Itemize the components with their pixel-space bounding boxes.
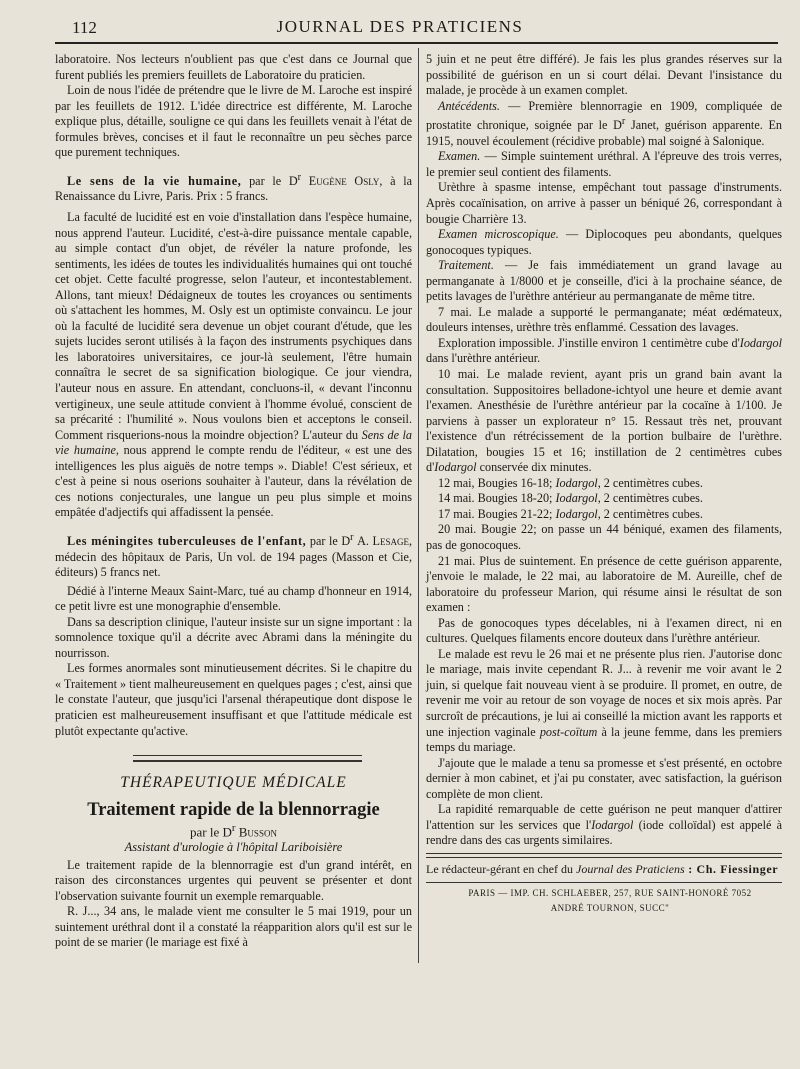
imprint-line-1: PARIS — IMP. CH. SCHLAEBER, 257, RUE SAINT-HONORÉ 7052 xyxy=(468,887,752,898)
review-osly-sup: r xyxy=(297,171,302,183)
article-title: Traitement rapide de la blennorragie xyxy=(87,799,380,820)
header-rule xyxy=(55,42,778,44)
examen-label: Examen. xyxy=(438,149,481,164)
antecedents-label: Antécédents. xyxy=(438,98,500,113)
conclusion-paragraph xyxy=(426,802,782,849)
mai14-drug: Iodargol xyxy=(555,491,598,506)
editor-name: : Ch. Fiessinger xyxy=(684,861,779,876)
mai26-text-end: à la jeune femme, dans les premiers temps du mariage. xyxy=(426,724,783,755)
mai14-paragraph xyxy=(426,491,782,507)
left-column xyxy=(55,52,412,951)
review-osly-heading xyxy=(55,170,412,205)
article-paragraph-1: Le traitement rapide de la blennorragie est d'un grand intérêt, en raison des circonstances urgentes qui peuvent se présenter et dont l'observation suivante fournit un exemple remarquable. xyxy=(55,857,412,903)
mai12-text: 12 mai, Bougies 16-18; xyxy=(438,475,556,490)
review-osly-title: Le sens de la vie humaine, xyxy=(67,173,242,188)
review-lesage-paragraph-1: Dédié à l'interne Meaux Saint-Marc, tué au champ d'honneur en 1914, ce petit livre est une monographie d'ensemble. xyxy=(55,583,412,614)
examen-micro-text: — Diplocoques peu abondants, quelques gonocoques typiques. xyxy=(426,227,782,257)
antecedents-text-end: Janet, guérison apparente. En 1915, nouvel écoulement (récidive probable) mal soigné à Salonique. xyxy=(426,118,782,148)
antecedents-sup: r xyxy=(621,116,626,128)
article-author-prefix: par le D xyxy=(190,824,232,840)
mai14-text: 14 mai. Bougies 18-20; xyxy=(438,491,556,506)
mai17-text: 17 mai. Bougies 21-22; xyxy=(438,506,556,521)
conclusion-text-end: (iode colloïdal) est appelé à rendre dans des cas urgents similaires. xyxy=(426,817,782,848)
article-author-name: Busson xyxy=(238,824,277,840)
antecedents-paragraph xyxy=(426,99,782,150)
exploration-drug: Iodargol xyxy=(739,335,782,350)
article-author-sup: r xyxy=(231,822,236,835)
review-lesage-sup: r xyxy=(350,531,354,543)
mai7-paragraph: 7 mai. Le malade a supporté le permanganate; méat œdémateux, douleurs intenses, urèthre très enflammé. Cessation des lavages. xyxy=(426,304,782,335)
examen-paragraph xyxy=(426,149,782,180)
section-rule xyxy=(133,755,362,762)
intro-paragraph-2: Loin de nous l'idée de prétendre que le livre de M. Laroche est inspiré par les feuillets de 1912. L'idée directrice est différente, M. Laroche explique plus, détaille, souligne ce qui dans les feuillets venait à l'état de formules brèves, concises et il faut le reconnaître un peu sèches parce que purement techniques. xyxy=(55,83,412,160)
review-lesage-heading xyxy=(55,530,412,581)
article-paragraph-2: R. J..., 34 ans, le malade vient me consulter le 5 mai 1919, pour un suintement uréthral dont il a constaté la réapparition alors qu'il est sur le point de se marier (le mariage est fixé à xyxy=(55,904,412,950)
mai20-paragraph: 20 mai. Bougie 22; on passe un 44 béniqué, examen des filaments, pas de gonocoques. xyxy=(426,522,782,553)
review-lesage-title: Les méningites tuberculeuses de l'enfant, xyxy=(67,533,307,548)
review-osly-publisher: , à la Renaissance du Livre, Paris. Prix : 5 francs. xyxy=(55,173,413,204)
traitement-paragraph xyxy=(426,258,782,305)
mai12-text-end: , 2 centimètres cubes. xyxy=(597,475,703,490)
review-osly-byline: par le D xyxy=(241,173,298,188)
ajoute-paragraph: J'ajoute que le malade a tenu sa promesse et s'est présenté, en octobre dernier à mon cabinet, et j'ai pu constater, avec satisfaction, la guérison complète de mon client. xyxy=(426,755,782,801)
mai21-paragraph: 21 mai. Plus de suintement. En présence de cette guérison apparente, j'envoie le malade, le 22 mai, au laboratoire de M. Aureille, chef de laboratoire du professeur Marion, qui résume ainsi le résultat de son examen : xyxy=(426,553,782,615)
exploration-paragraph xyxy=(426,336,782,367)
mai12-paragraph xyxy=(426,476,782,492)
section-title: THÉRAPEUTIQUE MÉDICALE xyxy=(120,774,347,792)
review-lesage-paragraph-3: Les formes anormales sont minutieusement décrites. Si le chapitre du « Traitement » tient malheureusement en quelques pages ; c'est, ainsi que le constate l'auteur, que jusqu'ici l'arsenal thérapeutique dont dispose le praticien est malheureusement insuffisant et que l'attitude médicale est plutôt expectante qu'active. xyxy=(55,661,412,738)
mai26-text: Le malade est revu le 26 mai et ne présente plus rien. J'autorise donc le mariage, mais invite cependant R. J... à revenir me voir avant le 2 juin, si quelque fait nouveau vient à se produire. Il promet, en outre, de revenir me voir au retour de son voyage de noces et six mois après. Par surcroît de précautions, je lui ai conseillé la miction avant les rapports et une injection vaginale xyxy=(426,646,782,739)
traitement-text: — Je fais immédiatement un grand lavage au permanganate à 1/8000 et je conseille, d'ici à la prochaine séance, de petits lavages de l'urèthre antérieur au permanganate de même titre. xyxy=(426,258,782,304)
exploration-text-end: dans l'urèthre antérieur. xyxy=(426,351,541,366)
mai17-paragraph xyxy=(426,507,782,523)
traitement-label: Traitement. xyxy=(438,258,494,273)
editor-prefix: Le rédacteur-gérant en chef du xyxy=(426,861,576,876)
article-author xyxy=(55,821,412,840)
editor-journal: Journal des Praticiens xyxy=(576,861,685,876)
case-continuation: 5 juin et ne peut être différé). Je fais les plus grandes réserves sur la possibilité de guérison en un si court délai. Devant l'insistance du malade, je procède à un examen complet. xyxy=(426,52,782,98)
mai10-text-end: conservée dix minutes. xyxy=(476,460,592,475)
running-head: JOURNAL DES PRATICIENS xyxy=(276,17,524,36)
review-osly-text-end: , nous apprend le compte rendu de l'éditeur, « est une des intelligences les plus aiguës de notre temps ». Diable! C'est sérieux, et c'est à peine si nous oserions souhaiter à l'auteur, dans la révélation de ces notions conjecturales, une langue un peu plus simple et moins empâtée d'adjectifs qui affadissent la pensée. xyxy=(55,443,412,520)
page-number: 112 xyxy=(72,18,97,37)
footer-rule xyxy=(426,853,782,858)
antecedents-text: — Première blennorragie en 1909, compliquée de prostatite chronique, soignée par le D xyxy=(426,98,782,133)
review-lesage-paragraph-2: Dans sa description clinique, l'auteur insiste sur un signe important : la somnolence toxique qu'il a décrite avec Abrami dans la méningite du nourrisson. xyxy=(55,614,412,660)
article-affiliation: Assistant d'urologie à l'hôpital Lariboisière xyxy=(124,840,343,855)
review-lesage-author: A. Lesage xyxy=(357,533,409,548)
mai26-term: post-coïtum xyxy=(539,724,598,739)
editor-line xyxy=(426,862,782,878)
review-osly-text: La faculté de lucidité est en voie d'installation dans l'espèce humaine, nous apprend l'auteur. Lucidité, c'est-à-dire puissance mentale capable, au simple contact d'un objet, de révéler la nature profonde, les sentiments, les idées de toutes les individualités humaines qui ont touché cet objet. Cette faculté progresse, selon l'auteur, et incontestablement. Allons, tant mieux! Dédaigneux de toutes les croyances ou sentiments où s'attachent les hommes, M. Osly est un optimiste convaincu. Le jour où la faculté de lucidité sera devenue un objet courant d'étude, que les sujets lucides seront utilisés à la façon des instruments psychiques dans les laboratoires universitaires, ce jour-là seulement, l'être humain connaîtra le secret de sa signification biologique. Ce jour viendra, l'auteur nous en assure. En attendant, concluons-il, « devant l'inconnu vertigineux, une seule attitude convient à l'homme évolué, conscient de sa précarité : l'humilité ». Nous voulons bien et acceptons le conseil. Comment risquerions-nous la moindre objection? L'auteur du xyxy=(55,209,412,442)
review-lesage-publisher: , médecin des hôpitaux de Paris, Un vol. de 194 pages (Masson et Cie, éditeurs) 5 francs net. xyxy=(55,533,412,580)
examen-micro-paragraph xyxy=(426,227,782,258)
review-osly-body xyxy=(55,210,412,521)
examen-micro-label: Examen microscopique. xyxy=(438,227,559,242)
mai10-paragraph xyxy=(426,367,782,476)
mai14-text-end: , 2 centimètres cubes. xyxy=(597,491,703,506)
lab-result-paragraph: Pas de gonocoques types décelables, ni à l'examen direct, ni en cultures. Quelques filaments encore douteux dans l'urèthre antérieur. xyxy=(426,615,782,646)
review-osly-author: Eugène Osly xyxy=(308,173,380,188)
mai12-drug: Iodargol xyxy=(555,475,598,490)
review-lesage-byline: par le D xyxy=(306,533,351,548)
urethre-paragraph: Urèthre à spasme intense, empêchant tout passage d'instruments. Après cocaïnisation, on arrive à passer un béniqué 26, correspondant à bougie Charrière 13. xyxy=(426,180,782,226)
examen-text: — Simple suintement uréthral. A l'épreuve des trois verres, le premier seul contient des filaments. xyxy=(426,149,782,179)
intro-paragraph-1: laboratoire. Nos lecteurs n'oublient pas que c'est dans ce Journal que furent publiés les premiers feuillets de Laboratoire du praticien. xyxy=(55,52,412,82)
exploration-text: Exploration impossible. J'instille environ 1 centimètre cube d' xyxy=(438,335,740,350)
conclusion-drug: Iodargol xyxy=(591,817,634,832)
right-column xyxy=(426,52,782,917)
imprint-rule xyxy=(426,882,782,883)
mai10-text: 10 mai. Le malade revient, ayant pris un grand bain avant la consultation. Suppositoires belladone-ichtyol une heure et demie avant l'examen. Anesthésie de l'urèthre antérieur par la cocaïne à 1/100. Je parviens à passer un explorateur n° 15. Ressaut très net, prouvant l'existence d'un rétrécissement de la portion bulbaire de l'urèthre. Dilatation, bougies 15 et 16; instillation de 2 centimètres cubes d' xyxy=(426,367,782,475)
imprint-line-2: ANDRÉ TOURNON, SUCC" xyxy=(550,903,670,914)
mai10-drug: Iodargol xyxy=(434,460,477,475)
review-osly-book-title: Sens de la vie humaine xyxy=(55,427,413,458)
conclusion-text: La rapidité remarquable de cette guérison ne peut manquer d'attirer l'attention sur les services que l' xyxy=(426,802,782,832)
mai26-paragraph xyxy=(426,647,782,756)
column-separator xyxy=(418,48,419,963)
mai17-drug: Iodargol xyxy=(555,506,598,521)
mai17-text-end: , 2 centimètres cubes. xyxy=(597,506,703,521)
